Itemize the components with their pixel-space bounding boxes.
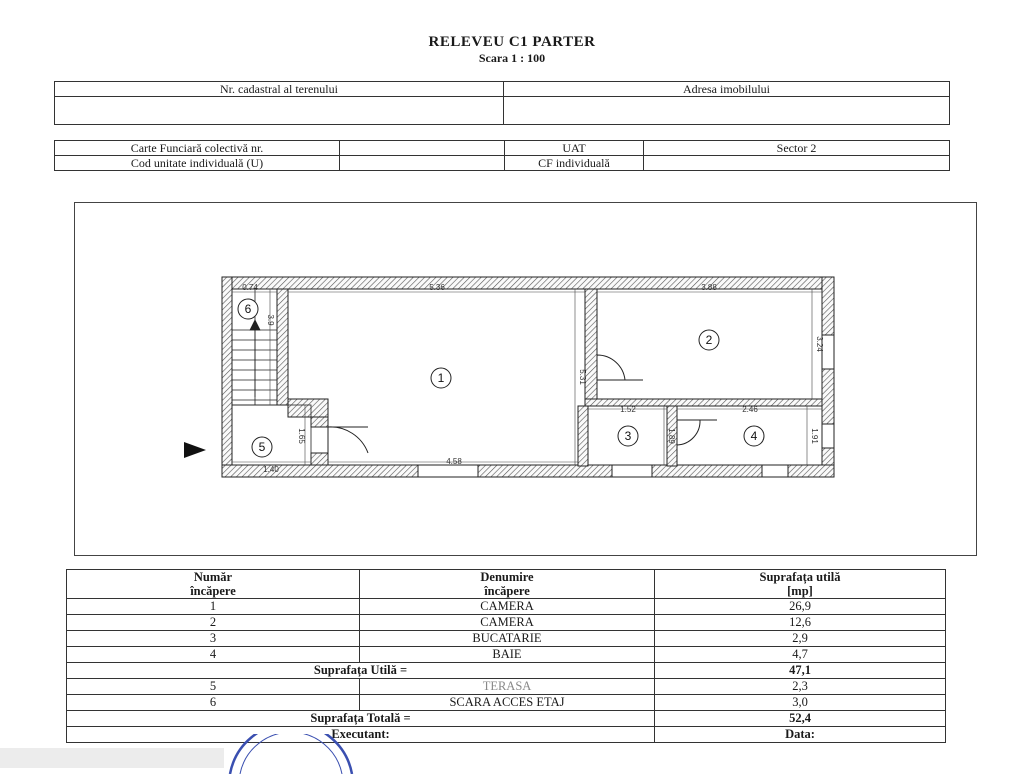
grand-total-row	[67, 711, 946, 727]
row-area: 3,0	[655, 695, 946, 711]
dim-room3-height: 1.89	[667, 428, 676, 444]
document-title: RELEVEU C1 PARTER	[428, 34, 596, 50]
row-name: TERASA	[360, 679, 655, 695]
dim-terrace-height: 1.65	[297, 428, 306, 444]
row-name: CAMERA	[360, 599, 655, 615]
header-area: Suprafața utilă [mp]	[655, 570, 946, 599]
row-number: 2	[67, 615, 360, 631]
dim-room4-width: 2.46	[742, 405, 758, 414]
document-scale: Scara 1 : 100	[478, 51, 546, 65]
room-number-5: 5	[258, 440, 266, 454]
header-name: Denumire încăpere	[360, 570, 655, 599]
header-number: Număr încăpere	[67, 570, 360, 599]
useful-total-label: Suprafața Utilă =	[67, 663, 655, 679]
row-name: BUCATARIE	[360, 631, 655, 647]
row-area: 12,6	[655, 615, 946, 631]
row-area: 26,9	[655, 599, 946, 615]
dim-room1-height: 5.31	[578, 369, 587, 385]
table-row	[67, 631, 946, 647]
executant-label: Executant:	[67, 727, 655, 743]
grand-total-value: 52,4	[655, 711, 946, 727]
bottom-overlay-bar	[0, 748, 224, 768]
row-name: CAMERA	[360, 615, 655, 631]
uat-value: Sector 2	[644, 141, 950, 156]
room-number-4: 4	[750, 429, 758, 443]
room-markers	[238, 299, 764, 457]
table-row	[67, 679, 946, 695]
dim-room2-height: 3.24	[815, 336, 824, 352]
useful-total-row	[67, 663, 946, 679]
address-label: Adresa imobilului	[504, 82, 950, 97]
row-area: 2,9	[655, 631, 946, 647]
dim-room3-width: 1.52	[620, 405, 636, 414]
dim-stair-length: 3.9	[266, 314, 275, 326]
useful-total-value: 47,1	[655, 663, 946, 679]
room-number-1: 1	[437, 371, 445, 385]
table-row	[67, 615, 946, 631]
grand-total-label: Suprafața Totală =	[67, 711, 655, 727]
uat-label: UAT	[505, 141, 644, 156]
stamp-seal	[226, 734, 356, 774]
cf-individuala-label: CF individuală	[505, 156, 644, 171]
row-name: SCARA ACCES ETAJ	[360, 695, 655, 711]
row-number: 1	[67, 599, 360, 615]
date-label: Data:	[655, 727, 946, 743]
row-name: BAIE	[360, 647, 655, 663]
room-number-6: 6	[244, 302, 252, 316]
table-row	[67, 647, 946, 663]
dim-room1-width: 5.36	[429, 283, 445, 292]
row-number: 5	[67, 679, 360, 695]
table-row	[67, 599, 946, 615]
row-number: 4	[67, 647, 360, 663]
row-number: 3	[67, 631, 360, 647]
walls	[222, 277, 834, 477]
dim-stair-width: 0.74	[242, 283, 258, 292]
dim-room4-height: 1.91	[810, 428, 819, 444]
row-area: 2,3	[655, 679, 946, 695]
row-number: 6	[67, 695, 360, 711]
dim-terrace-width: 1.40	[263, 465, 279, 474]
cadastral-label: Nr. cadastral al terenului	[55, 82, 504, 97]
dim-room2-width: 3.88	[701, 283, 717, 292]
unit-code-label: Cod unitate individuală (U)	[55, 156, 340, 171]
row-area: 4,7	[655, 647, 946, 663]
signature-row	[67, 727, 946, 743]
dim-room1-bottom: 4.58	[446, 457, 462, 466]
table-row	[67, 695, 946, 711]
cf-colectiva-label: Carte Funciară colectivă nr.	[55, 141, 340, 156]
rooms-table	[66, 569, 946, 743]
room-number-2: 2	[705, 333, 713, 347]
dimension-lines	[232, 289, 822, 465]
arrow-right-icon	[184, 442, 206, 458]
room-number-3: 3	[624, 429, 632, 443]
